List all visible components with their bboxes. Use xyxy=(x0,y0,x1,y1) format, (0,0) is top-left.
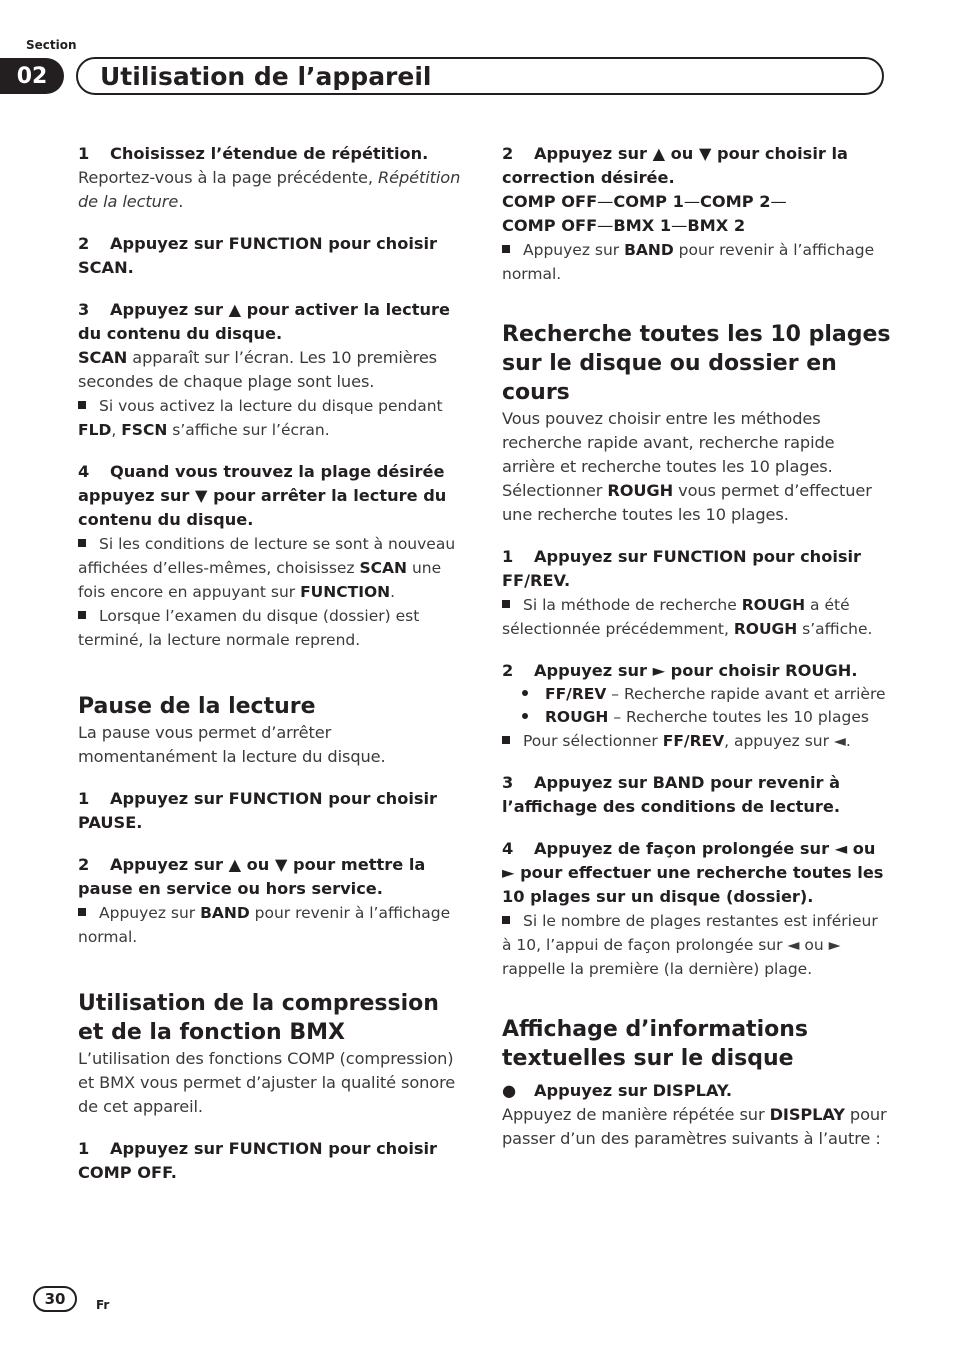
step-3-body: SCAN apparaît sur l’écran. Les 10 premières secondes de chaque plage sont lues. xyxy=(78,348,438,391)
square-bullet-icon xyxy=(502,600,510,608)
search-step-1: 1 Appuyez sur FUNCTION pour choisir FF/REV. xyxy=(502,547,862,590)
search-body: Vous pouvez choisir entre les méthodes recherche rapide avant, recherche rapide arrière et recherche toutes les 10 plages. Sélectionner ROUGH vous permet d’effectuer une recherche toutes les 10 plages. xyxy=(502,409,872,524)
step-4-note-2: Lorsque l’examen du disque (dossier) est terminé, la lecture normale reprend. xyxy=(78,607,420,649)
square-bullet-icon xyxy=(502,916,510,924)
comp-note: Appuyez sur BAND pour revenir à l’affichage normal. xyxy=(502,241,875,283)
comp-step-1: 1 Appuyez sur FUNCTION pour choisir COMP OFF. xyxy=(78,1139,438,1182)
section-number: 02 xyxy=(0,58,64,94)
step-2: 2 Appuyez sur FUNCTION pour choisir SCAN. xyxy=(78,234,438,277)
list-item: ROUGH – Recherche toutes les 10 plages xyxy=(502,706,892,729)
language-label: Fr xyxy=(96,1298,110,1312)
page-number: 30 xyxy=(33,1286,77,1312)
comp-step-2: 2 Appuyez sur ▲ ou ▼ pour choisir la correction désirée. xyxy=(502,144,848,187)
search-heading: Recherche toutes les 10 plages sur le disque ou dossier en cours xyxy=(502,322,891,405)
bullet-dot-icon xyxy=(522,690,528,696)
search-step-3: 3 Appuyez sur BAND pour revenir à l’affichage des conditions de lecture. xyxy=(502,773,841,816)
section-label: Section xyxy=(26,38,77,52)
step-3: 3 Appuyez sur ▲ pour activer la lecture du contenu du disque. xyxy=(78,300,450,343)
square-bullet-icon xyxy=(502,245,510,253)
square-bullet-icon xyxy=(78,908,86,916)
search-note-2: Pour sélectionner FF/REV, appuyez sur ◄. xyxy=(502,729,892,753)
pause-heading: Pause de la lecture xyxy=(78,694,316,719)
bullet-dot-icon xyxy=(522,713,528,719)
search-note-1: Si la méthode de recherche ROUGH a été sélectionnée précédemment, ROUGH s’affiche. xyxy=(502,596,873,638)
step-3-note: Si vous activez la lecture du disque pendant FLD, FSCN s’affiche sur l’écran. xyxy=(78,397,443,439)
right-column xyxy=(502,142,892,1151)
search-step-2: 2 Appuyez sur ► pour choisir ROUGH. xyxy=(502,661,858,680)
square-bullet-icon xyxy=(78,401,86,409)
page-title: Utilisation de l’appareil xyxy=(76,57,884,95)
square-bullet-icon xyxy=(78,611,86,619)
square-bullet-icon xyxy=(502,736,510,744)
list-item: FF/REV – Recherche rapide avant et arrière xyxy=(502,683,892,706)
left-column xyxy=(78,142,466,1185)
step-4: 4 Quand vous trouvez la plage désirée appuyez sur ▼ pour arrêter la lecture du contenu du disque. xyxy=(78,462,447,529)
comp-sequence-2: COMP OFF—BMX 1—BMX 2 xyxy=(502,216,746,235)
bullet-dot-icon: ● xyxy=(502,1081,517,1100)
pause-note: Appuyez sur BAND pour revenir à l’affichage normal. xyxy=(78,904,451,946)
text-heading: Affichage d’informations textuelles sur le disque xyxy=(502,1017,808,1071)
pause-body: La pause vous permet d’arrêter momentanément la lecture du disque. xyxy=(78,723,386,766)
text-body: Appuyez de manière répétée sur DISPLAY pour passer d’un des paramètres suivants à l’autre : xyxy=(502,1105,887,1148)
step-1: 1 Choisissez l’étendue de répétition. xyxy=(78,144,429,163)
square-bullet-icon xyxy=(78,539,86,547)
text-step: ● Appuyez sur DISPLAY. xyxy=(502,1079,892,1103)
step-1-body: Reportez-vous à la page précédente, Répétition de la lecture. xyxy=(78,168,461,211)
comp-heading: Utilisation de la compression et de la fonction BMX xyxy=(78,991,439,1045)
search-note-3: Si le nombre de plages restantes est inférieur à 10, l’appui de façon prolongée sur ◄ ou ► rappelle la première (la dernière) plage. xyxy=(502,912,878,978)
pause-step-1: 1 Appuyez sur FUNCTION pour choisir PAUSE. xyxy=(78,789,438,832)
comp-sequence-1: COMP OFF—COMP 1—COMP 2— xyxy=(502,192,787,211)
search-step-4: 4 Appuyez de façon prolongée sur ◄ ou ► pour effectuer une recherche toutes les 10 plages sur un disque (dossier). xyxy=(502,839,884,906)
comp-body: L’utilisation des fonctions COMP (compression) et BMX vous permet d’ajuster la qualité sonore de cet appareil. xyxy=(78,1049,456,1116)
step-4-note-1: Si les conditions de lecture se sont à nouveau affichées d’elles-mêmes, choisissez SCAN une fois encore en appuyant sur FUNCTION. xyxy=(78,535,456,601)
pause-step-2: 2 Appuyez sur ▲ ou ▼ pour mettre la pause en service ou hors service. xyxy=(78,855,426,898)
